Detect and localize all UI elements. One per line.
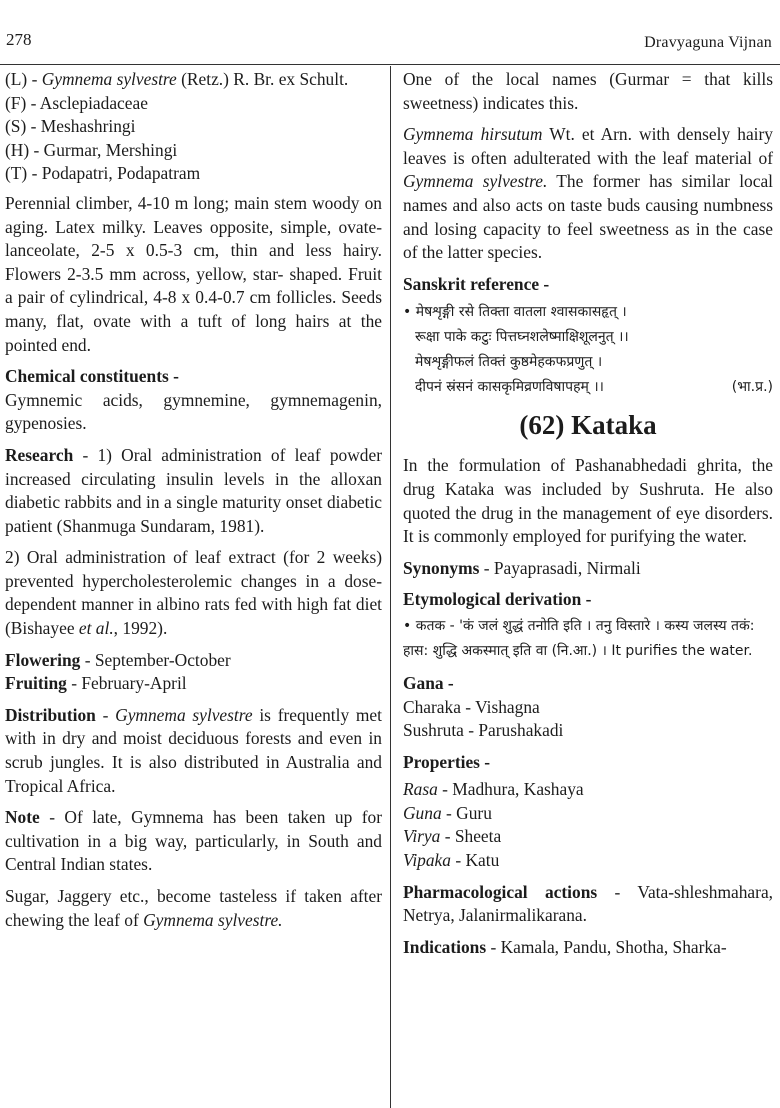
property-vipaka [403,849,773,873]
research-label: Research [5,444,74,465]
property-value: - Guru [441,802,492,823]
name-value: Podapatri, Podapatram [41,163,201,184]
verse-line [403,375,773,400]
gana-item: Charaka - Vishagna [403,696,540,717]
name-key: (S) [5,116,27,137]
properties-list [403,778,773,872]
verse-line: • मेषशृङ्गी रसे तिक्ता वातला श्वासकासहृत् । [403,304,627,321]
name-key: (T) [5,163,28,184]
sugar-text: Sugar, Jaggery etc., become tasteless if taken after chewing the leaf of [5,886,382,930]
property-value: - Sheeta [440,826,502,847]
distribution-label: Distribution [5,704,96,725]
names-list [5,68,382,186]
name-value: Asclepiadaceae [39,92,148,113]
name-value: Gurmar, Mershingi [43,139,178,160]
name-hindi: (H) - Gurmar, Mershingi [5,139,178,160]
pharmacological-actions [403,881,773,928]
species-name: Gymnema sylvestre [115,704,253,725]
verse-line: मेषशृङ्गीफलं तिक्तं कुष्ठमेहकफप्रणुत् । [415,354,603,371]
verse-line: रूक्षा पाके कटुः पित्तघ्नशलेष्माक्षिशूलनुत् ।। [415,329,629,346]
property-guna [403,802,773,826]
research-paragraph-2 [5,546,382,640]
property-label: Rasa [403,779,438,800]
gana-list [403,696,773,743]
synonyms-line [403,557,773,581]
name-latin: (L) - Gymnema sylvestre (Retz.) R. Br. ex Schult. [5,69,349,89]
distribution-paragraph [5,704,382,798]
description-paragraph: Perennial climber, 4-10 m long; main stem woody on aging. Latex milky. Leaves opposite, simple, ovate-lanceolate, 2-5 x 0.5-3 cm, thin and less hairy. Flowers 2-3.5 mm across, yellow, star- shaped. Fruit a pair of cylindrical, 4-8 x 0.4-0.7 cm follicles. Seeds many, flat, ovate with a tuft of long hairs at the pointed end. [5,192,382,355]
indications-line [403,936,773,960]
fruiting-value: - February-April [66,673,187,694]
running-header-title: Dravyaguna Vijnan [644,34,772,51]
latin-species: Gymnema sylvestre [41,69,177,89]
properties-heading: Properties - [403,751,491,772]
verse-source: (भा.प्र.) [731,379,773,396]
indications-value: - Kamala, Pandu, Shotha, Sharka- [486,936,727,957]
note-paragraph [5,806,382,877]
kataka-intro: In the formulation of Pashanabhedadi ghrita, the drug Kataka was included by Sushruta. He also quoted the drug in the management of eye disorders. It is commonly employed for purifying the water. [403,455,773,547]
local-names-paragraph: One of the local names (Gurmar = that kills sweetness) indicates this. [403,69,773,113]
separator: - [95,704,116,725]
header-rule [0,64,780,65]
name-tamil: (T) - Podapatri, Podapatram [5,163,201,184]
flowering-line [5,649,382,673]
adulterant-paragraph [403,123,773,265]
indications-label: Indications [403,936,487,957]
distribution-text: is frequently met with in dry and moist deciduous forests and even in scrub jungles. It is also distributed in Australia and Tropical Africa. [5,704,382,796]
synonyms-value: - Payaprasadi, Nirmali [479,557,641,578]
gana-heading: Gana - [403,672,454,693]
research-text: , 1992). [113,618,168,639]
adulterant-text: Wt. et Arn. with densely hairy leaves is often adulterated with the leaf material of [403,124,773,168]
note-text: - Of late, Gymnema has been taken up for cultivation in a big way, particularly, in South and Central Indian states. [5,807,382,875]
property-value: - Madhura, Kashaya [437,779,584,800]
property-label: Guna [403,802,442,823]
verse-text: दीपनं स्रंसनं कासकृमिव्रणविषापहम् ।। [415,379,604,396]
species-name: Gymnema sylvestre. [143,909,283,930]
property-virya [403,825,773,849]
name-value: Meshashringi [40,116,136,137]
chemical-constituents-heading: Chemical constituents - [5,366,179,387]
property-rasa [403,778,773,802]
page-number: 278 [6,30,32,49]
pharm-value: - Vata-shleshmahara, Netrya, Jalanirmalikarana. [403,881,774,926]
research-paragraph-1 [5,444,382,538]
column-divider [390,66,391,1108]
sugar-paragraph [5,885,382,932]
species-name: Gymnema hirsutum [403,124,543,145]
etymology-heading: Etymological derivation - [403,589,592,610]
gana-item: Sushruta - Parushakadi [403,720,564,741]
etymology-text: • कतक - 'कं जलं शुद्धं तनोति इति । तनु विस्तारे । कस्य जलस्य तकं: हास: शुद्धि अकस्मात् इति वा (नि.आ.) । It purifies the water. [403,617,755,659]
property-label: Virya [403,826,441,847]
sanskrit-reference-heading: Sanskrit reference - [403,273,550,294]
species-name: Gymnema sylvestre. [403,171,548,192]
fruiting-label: Fruiting [5,673,67,694]
name-key: (F) [5,92,27,113]
et-al: et al. [78,618,114,639]
synonyms-label: Synonyms [403,557,480,578]
fruiting-line [5,672,382,696]
name-key: (H) [5,139,30,160]
left-column [5,68,382,940]
name-sanskrit: (S) - Meshashringi [5,116,136,137]
research-text: 2) Oral administration of leaf extract (for 2 weeks) prevented hypercholesterolemic changes in a dose-dependent manner in albino rats fed with high fat diet (Bishayee [5,547,382,639]
research-text: - 1) Oral administration of leaf powder increased circulating insulin levels in the alloxan diabetic rabbits and in a single maturity onset diabetic patient (Shanmuga Sundaram, 1981). [5,444,382,536]
adulterant-text: The former has similar local names and also acts on taste buds causing numbness and losing capacity to feel sweetness as in the case of the latter species. [403,171,773,263]
latin-authority: (Retz.) R. Br. ex Schult. [176,69,349,89]
pharm-label: Pharmacological actions [403,881,598,902]
property-label: Vipaka [403,850,451,871]
flowering-label: Flowering [5,649,81,670]
right-column [403,68,773,967]
sanskrit-verse [403,300,773,400]
section-title: (62) Kataka [519,410,657,441]
flowering-value: - September-October [80,649,231,670]
note-label: Note [5,807,40,828]
name-family: (F) - Asclepiadaceae [5,92,148,113]
name-key: (L) [5,69,28,89]
chemical-constituents-text: Gymnemic acids, gymnemine, gymnemagenin, gypenosies. [5,389,382,434]
property-value: - Katu [450,850,500,871]
